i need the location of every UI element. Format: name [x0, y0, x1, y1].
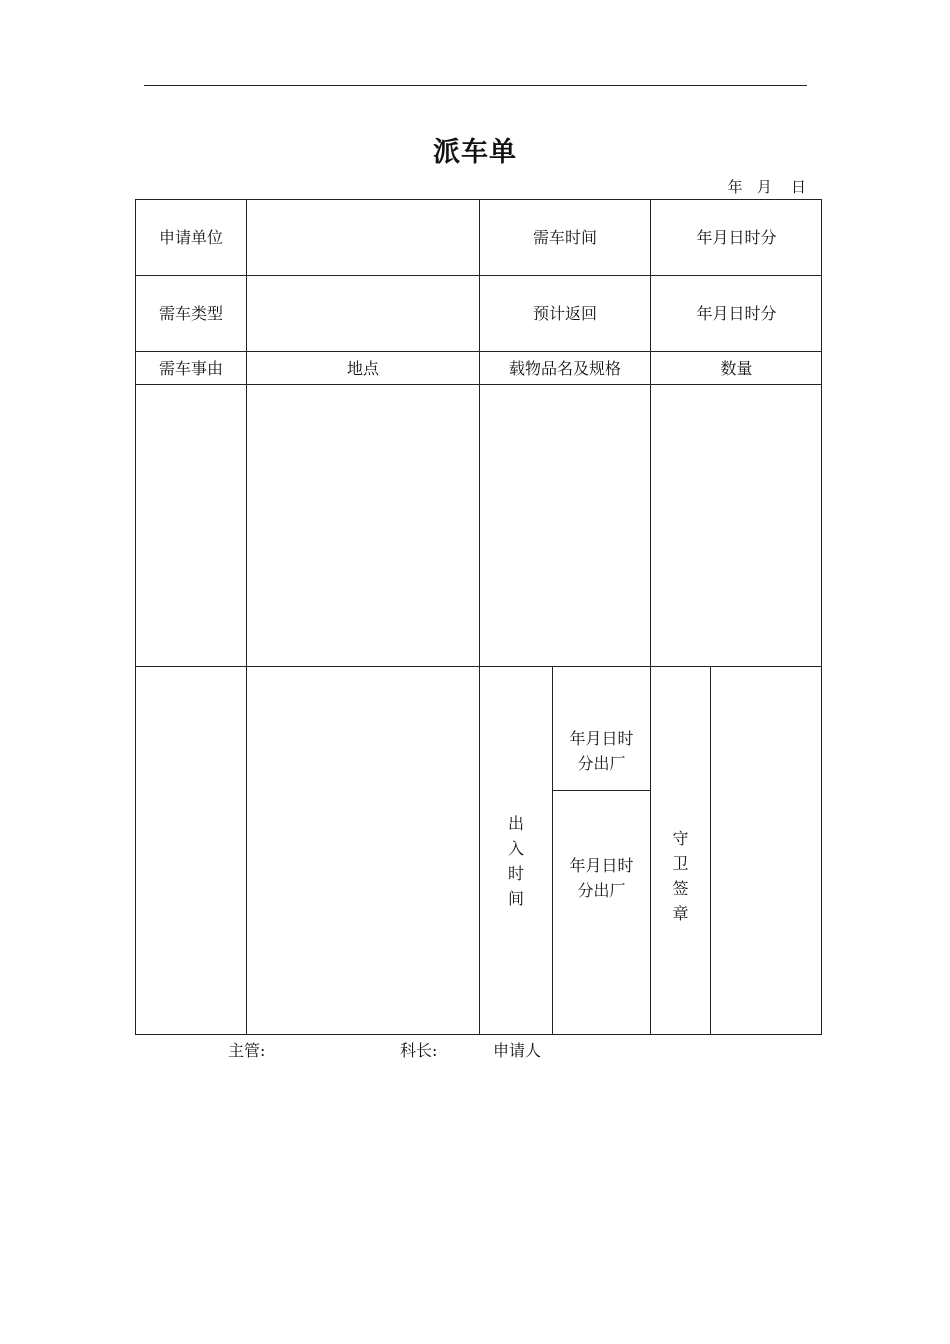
- dispatch-form-table: [135, 199, 822, 1035]
- exit-time-1-line: 年月日时: [569, 729, 634, 748]
- lower-left-field[interactable]: [136, 667, 246, 1035]
- exit-time-2-line: 分出厂: [577, 881, 626, 900]
- car-type-label: 需车类型: [158, 304, 223, 323]
- inout-time-char: 时: [507, 864, 524, 883]
- exit-time-1-line: 分出厂: [577, 754, 626, 773]
- cargo-label: 载物品名及规格: [508, 358, 621, 378]
- supervisor-label: 主管:: [228, 1041, 266, 1060]
- guard-sign-label: [651, 667, 710, 1035]
- document-title: 派车单: [433, 137, 517, 168]
- applicant-label: 申请人: [493, 1041, 542, 1060]
- section-chief-label: 科长:: [400, 1041, 438, 1060]
- applicant-unit-label: 申请单位: [158, 228, 223, 247]
- header-rule: [144, 85, 807, 86]
- lower-middle-field[interactable]: [247, 667, 479, 1035]
- applicant-unit-field[interactable]: [247, 200, 479, 275]
- exit-time-1[interactable]: [553, 667, 650, 790]
- exit-time-2-line: 年月日时: [569, 856, 634, 875]
- reason-label: 需车事由: [158, 358, 223, 378]
- guard-sign-char: 签: [672, 879, 689, 898]
- quantity-field[interactable]: [651, 385, 822, 666]
- inout-time-char: 出: [507, 814, 524, 833]
- quantity-label: 数量: [720, 358, 753, 378]
- expected-return-value[interactable]: 年月日时分: [696, 304, 777, 323]
- guard-sign-char: 守: [672, 829, 689, 848]
- expected-return-label: 预计返回: [532, 304, 597, 323]
- inout-time-char: 入: [507, 839, 524, 858]
- inout-time-char: 间: [507, 889, 524, 908]
- car-type-field[interactable]: [247, 276, 479, 351]
- date-line: 年 月 日: [727, 178, 806, 196]
- location-label: 地点: [346, 358, 379, 378]
- exit-time-2[interactable]: [553, 791, 650, 1035]
- need-time-label: 需车时间: [532, 228, 597, 247]
- guard-sign-field[interactable]: [711, 667, 822, 1035]
- guard-sign-char: 卫: [672, 854, 689, 873]
- inout-time-label: [480, 667, 552, 1035]
- need-time-value[interactable]: 年月日时分: [696, 228, 777, 247]
- location-field[interactable]: [247, 385, 479, 666]
- cargo-field[interactable]: [480, 385, 650, 666]
- guard-sign-char: 章: [672, 904, 689, 923]
- reason-field[interactable]: [136, 385, 246, 666]
